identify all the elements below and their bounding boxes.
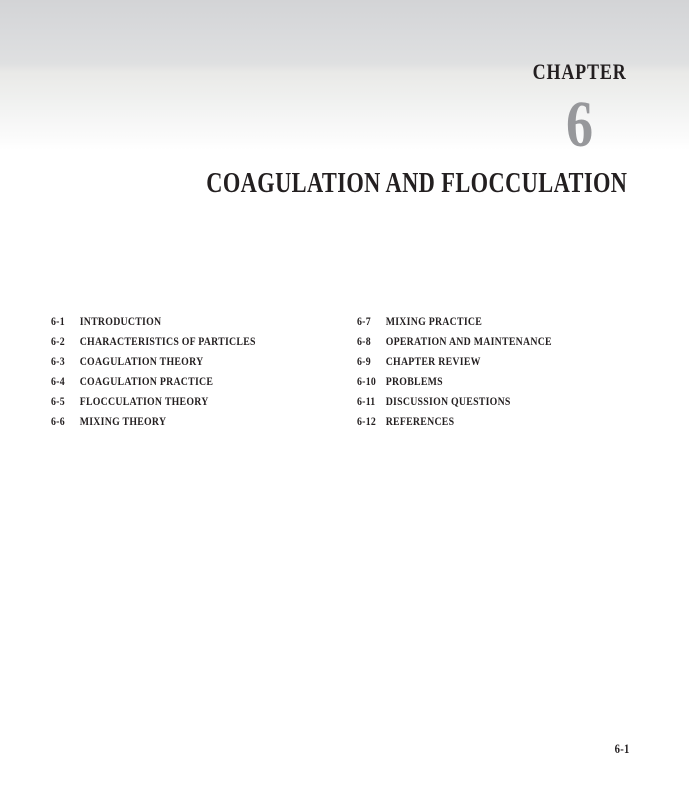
toc-column-right (357, 311, 552, 431)
chapter-heading (533, 59, 627, 161)
toc-column-left (51, 311, 256, 431)
chapter-label: CHAPTER (533, 59, 627, 84)
toc-entry-label: OPERATION AND MAINTENANCE (385, 334, 552, 348)
toc-entry-label: COAGULATION PRACTICE (79, 374, 214, 388)
toc-entry (51, 351, 256, 371)
toc-entry-label: COAGULATION THEORY (79, 354, 204, 368)
toc-entry-label: MIXING THEORY (79, 414, 167, 428)
toc-entry (357, 391, 552, 411)
toc-entry-label: FLOCCULATION THEORY (79, 394, 209, 408)
toc-entry-label: REFERENCES (385, 414, 455, 428)
toc-entry-number: 6-10 (357, 374, 377, 388)
toc-entry-number: 6-8 (357, 334, 371, 348)
toc-entry (357, 371, 552, 391)
toc-entry-number: 6-9 (357, 354, 371, 368)
chapter-title: COAGULATION AND FLOCCULATION (205, 168, 627, 199)
toc-entry-number: 6-4 (51, 374, 65, 388)
toc-entry-number: 6-2 (51, 334, 65, 348)
toc-entry (357, 331, 552, 351)
page-number: 6-1 (615, 742, 630, 756)
toc-entry-label: CHARACTERISTICS OF PARTICLES (79, 334, 256, 348)
toc-entry (51, 311, 256, 331)
toc-entry-label: MIXING PRACTICE (385, 314, 483, 328)
toc-entry-number: 6-1 (51, 314, 65, 328)
toc-entry-label: INTRODUCTION (79, 314, 162, 328)
toc-entry (51, 411, 256, 431)
toc-entry-label: PROBLEMS (385, 374, 443, 388)
toc-entry (357, 411, 552, 431)
toc-entry-label: CHAPTER REVIEW (385, 354, 481, 368)
toc-entry (357, 311, 552, 331)
toc-entry-number: 6-6 (51, 414, 65, 428)
toc-entry-label: DISCUSSION QUESTIONS (385, 394, 511, 408)
chapter-number: 6 (566, 88, 594, 161)
toc-entry-number: 6-12 (357, 414, 377, 428)
toc-entry-number: 6-5 (51, 394, 65, 408)
toc-entry (357, 351, 552, 371)
toc-entry (51, 371, 256, 391)
toc-entry-number: 6-3 (51, 354, 65, 368)
toc-entry (51, 331, 256, 351)
toc-entry-number: 6-7 (357, 314, 371, 328)
toc-entry (51, 391, 256, 411)
toc-entry-number: 6-11 (357, 394, 376, 408)
